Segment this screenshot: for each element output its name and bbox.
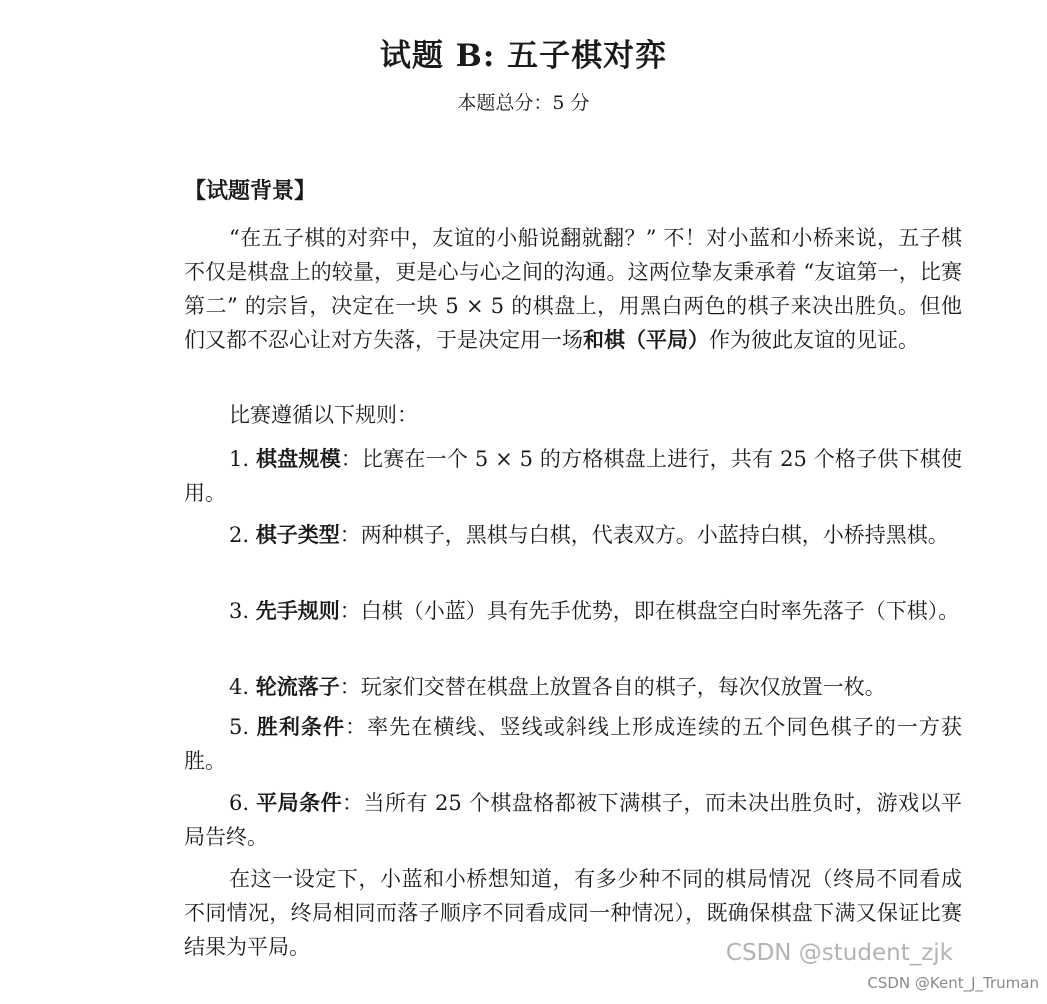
rules-lead: 比赛遵循以下规则： xyxy=(229,403,418,427)
rule-number: 1. xyxy=(229,447,250,471)
question-paragraph: 在这一设定下，小蓝和小桥想知道，有多少种不同的棋局情况（终局不同看成不同情况，终局相同而落子顺序不同看成同一种情况），既确保棋盘下满又保证比赛结果为平局。 xyxy=(184,867,962,959)
rule-number: 3. xyxy=(229,599,250,623)
rule-item xyxy=(184,442,962,510)
section-heading-background: 【试题背景】 xyxy=(184,178,317,204)
score-line: 本题总分：5 分 xyxy=(457,92,590,114)
rule-text: ：率先在横线、竖线或斜线上形成连续的五个同色棋子的一方获胜。 xyxy=(184,715,963,773)
rule-number: 4. xyxy=(229,675,250,699)
intro-paragraph xyxy=(184,221,962,357)
intro-bold-text: 和棋（平局） xyxy=(583,327,709,352)
rule-item xyxy=(184,710,962,778)
rule-number: 2. xyxy=(229,523,250,547)
rule-item xyxy=(184,518,962,552)
watermark-primary: CSDN @student_zjk xyxy=(725,940,953,966)
rule-number: 5. xyxy=(229,715,250,739)
rule-text: ：白棋（小蓝）具有先手优势，即在棋盘空白时率先落子（下棋）。 xyxy=(339,599,960,623)
rule-heading: 平局条件 xyxy=(256,790,343,815)
rule-item xyxy=(184,786,962,854)
problem-title: 试题 B: 五子棋对弈 xyxy=(379,38,668,74)
rule-text: ：两种棋子，黑棋与白棋，代表双方。小蓝持白棋，小桥持黑棋。 xyxy=(339,523,949,547)
rule-heading: 轮流落子 xyxy=(255,674,340,699)
rule-heading: 胜利条件 xyxy=(256,714,346,739)
rule-item xyxy=(184,670,962,704)
rule-heading: 棋盘规模 xyxy=(255,446,341,471)
rule-text: ：玩家们交替在棋盘上放置各自的棋子，每次仅放置一枚。 xyxy=(339,675,886,699)
rule-text: ：比赛在一个 5 × 5 的方格棋盘上进行，共有 25 个格子供下棋使用。 xyxy=(184,447,962,505)
rule-item xyxy=(184,594,962,628)
intro-text: “在五子棋的对弈中，友谊的小船说翻就翻？” 不！对小蓝和小桥来说，五子棋不仅是棋盘上的较量，更是心与心之间的沟通。这两位挚友秉承着 “友谊第一，比赛第二” 的宗旨，决定在一块 5 × 5 的棋盘上，用黑白两色的棋子来决出胜负。但他们又都不忍心让对方失落，于是决定用一场 xyxy=(184,226,962,352)
rule-heading: 棋子类型 xyxy=(255,522,340,547)
rule-number: 6. xyxy=(229,791,250,815)
rule-heading: 先手规则 xyxy=(255,598,340,623)
watermark-secondary: CSDN @Kent_J_Truman xyxy=(867,974,1039,992)
rule-text: ：当所有 25 个棋盘格都被下满棋子，而未决出胜负时，游戏以平局告终。 xyxy=(184,791,962,849)
intro-tail-text: 作为彼此友谊的见证。 xyxy=(709,328,919,352)
